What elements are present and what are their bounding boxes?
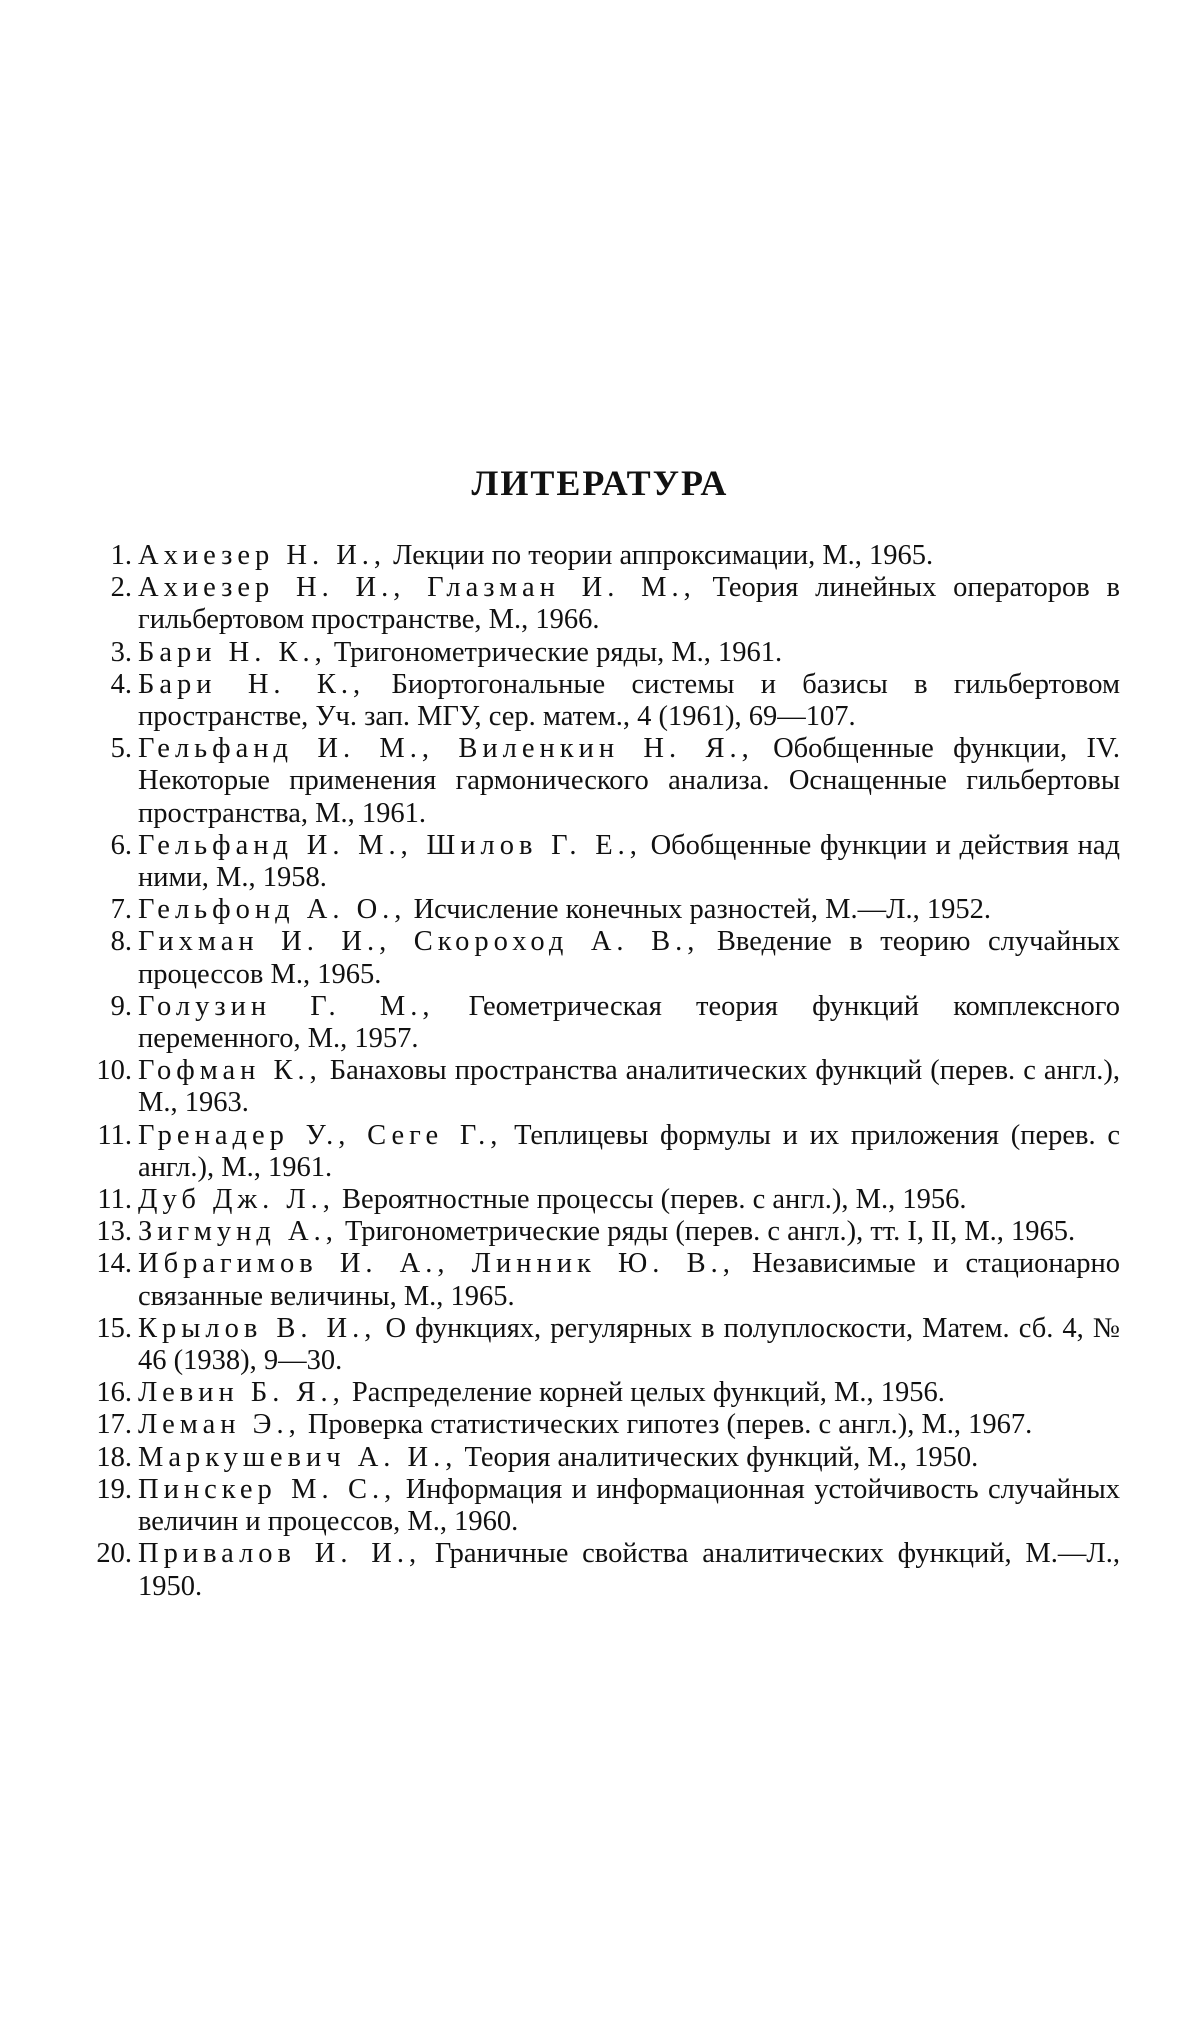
reference-number: 16. — [96, 1377, 132, 1409]
reference-item — [80, 1377, 1120, 1409]
reference-body — [138, 1442, 1120, 1474]
reference-body — [138, 1216, 1120, 1248]
reference-item — [80, 1442, 1120, 1474]
reference-authors: Гельфонд А. О., — [138, 894, 407, 926]
reference-body — [138, 1248, 1120, 1312]
reference-number: 6. — [110, 829, 132, 861]
reference-number: 19. — [96, 1473, 132, 1505]
reference-text: О функциях, регулярных в полуплоскости, Матем. сб. 4, № 46 (1938), 9—30. — [138, 1312, 1120, 1377]
reference-authors: Привалов И. И., — [138, 1538, 422, 1570]
reference-item — [80, 991, 1120, 1055]
reference-authors: Гельфанд И. М., Виленкин Н. Я., — [138, 733, 754, 765]
reference-text: Банаховы пространства аналитических функций (перев. с англ.), М., 1963. — [138, 1055, 1120, 1119]
reference-item — [80, 1538, 1120, 1602]
reference-body — [138, 1313, 1120, 1377]
page-title: ЛИТЕРАТУРА — [471, 463, 729, 503]
reference-authors: Гренадер У., Сеге Г., — [138, 1119, 503, 1151]
reference-item — [80, 830, 1120, 894]
reference-item — [80, 1216, 1120, 1248]
reference-item — [80, 637, 1120, 669]
reference-text: Биортогональные системы и базисы в гильбертовом пространстве, Уч. зап. МГУ, сер. матем., 4 (1961), 69—107. — [138, 668, 1121, 733]
reference-item — [80, 1184, 1120, 1216]
reference-item — [80, 540, 1120, 572]
reference-body — [138, 1055, 1120, 1119]
reference-body — [138, 733, 1120, 830]
reference-number: 3. — [110, 636, 132, 668]
reference-number: 7. — [110, 894, 132, 926]
reference-item — [80, 1055, 1120, 1119]
reference-text: Геометрическая теория функций комплексного переменного, М., 1957. — [138, 990, 1121, 1055]
reference-authors: Голузин Г. М., — [138, 990, 435, 1022]
reference-body — [138, 540, 1120, 572]
reference-body — [138, 1184, 1120, 1216]
reference-list — [80, 540, 1120, 1603]
reference-item — [80, 894, 1120, 926]
reference-authors: Пинскер М. С., — [138, 1473, 397, 1505]
reference-number: 18. — [96, 1441, 132, 1473]
reference-number: 15. — [96, 1312, 132, 1344]
reference-number: 14. — [96, 1248, 132, 1280]
reference-text: Тригонометрические ряды (перев. с англ.), тт. I, II, М., 1965. — [337, 1216, 1076, 1248]
reference-body — [138, 637, 1120, 669]
reference-number: 4. — [110, 668, 132, 700]
reference-text: Обобщенные функции, IV. Некоторые применения гармонического анализа. Оснащенные гильбертовы пространства, М., 1961. — [138, 733, 1120, 829]
reference-number: 8. — [110, 926, 132, 958]
reference-authors: Бари Н. К., — [138, 668, 366, 700]
reference-text: Обобщенные функции и действия над ними, М., 1958. — [138, 829, 1120, 894]
reference-body — [138, 669, 1120, 733]
reference-item — [80, 1313, 1120, 1377]
reference-text: Информация и информационная устойчивость случайных величин и процессов, М., 1960. — [138, 1473, 1120, 1538]
reference-body — [138, 1120, 1120, 1184]
reference-authors: Гельфанд И. М., Шилов Г. Е., — [138, 829, 642, 861]
reference-body — [138, 572, 1120, 636]
reference-number: 13. — [96, 1216, 132, 1248]
reference-authors: Гихман И. И., Скороход А. В., — [138, 926, 700, 958]
reference-number: 9. — [110, 990, 132, 1022]
reference-body — [138, 830, 1120, 894]
reference-text: Исчисление конечных разностей, М.—Л., 1952. — [406, 894, 991, 926]
reference-body — [138, 926, 1120, 990]
reference-text: Вероятностные процессы (перев. с англ.), М., 1956. — [334, 1184, 967, 1216]
reference-text: Лекции по теории аппроксимации, М., 1965. — [386, 540, 934, 571]
reference-body — [138, 1377, 1120, 1409]
reference-number: 2. — [110, 572, 132, 604]
reference-text: Теория аналитических функций, М., 1950. — [457, 1441, 979, 1473]
reference-number: 11. — [97, 1119, 132, 1151]
reference-authors: Ибрагимов И. А., Линник Ю. В., — [138, 1248, 735, 1280]
reference-item — [80, 1248, 1120, 1312]
reference-item — [80, 669, 1120, 733]
reference-number: 1. — [110, 540, 132, 571]
reference-body — [138, 1538, 1120, 1602]
reference-authors: Бари Н. К., — [138, 636, 327, 668]
reference-authors: Левин Б. Я., — [138, 1377, 345, 1409]
reference-item — [80, 926, 1120, 990]
reference-authors: Гофман К., — [138, 1055, 322, 1087]
reference-text: Тригонометрические ряды, М., 1961. — [326, 636, 783, 668]
reference-text: Независимые и стационарно связанные величины, М., 1965. — [138, 1248, 1120, 1312]
reference-authors: Крылов В. И., — [138, 1312, 377, 1344]
reference-authors: Ахиезер Н. И., — [138, 540, 387, 571]
reference-item — [80, 1409, 1120, 1441]
reference-text: Проверка статистических гипотез (перев. с англ.), М., 1967. — [300, 1409, 1033, 1441]
reference-text: Распределение корней целых функций, М., 1956. — [344, 1377, 945, 1409]
reference-body — [138, 1474, 1120, 1538]
reference-item — [80, 733, 1120, 830]
reference-body — [138, 1409, 1120, 1441]
reference-text: Теплицевы формулы и их приложения (перев. с англ.), М., 1961. — [138, 1119, 1120, 1183]
reference-number: 20. — [96, 1538, 132, 1570]
reference-authors: Ахиезер Н. И., Глазман И. М., — [138, 572, 696, 604]
reference-authors: Дуб Дж. Л., — [138, 1184, 335, 1216]
reference-authors: Маркушевич А. И., — [138, 1441, 458, 1473]
reference-number: 5. — [110, 733, 132, 765]
reference-authors: Зигмунд А., — [138, 1216, 338, 1248]
reference-text: Теория линейных операторов в гильбертовом пространстве, М., 1966. — [138, 572, 1120, 636]
reference-item — [80, 1474, 1120, 1538]
reference-body — [138, 991, 1120, 1055]
reference-authors: Леман Э., — [138, 1409, 301, 1441]
reference-text: Граничные свойства аналитических функций, М.—Л., 1950. — [138, 1538, 1120, 1602]
reference-number: 11. — [97, 1184, 132, 1216]
reference-item — [80, 572, 1120, 636]
reference-number: 17. — [96, 1409, 132, 1441]
reference-item — [80, 1120, 1120, 1184]
reference-text: Введение в теорию случайных процессов М., 1965. — [138, 926, 1120, 990]
reference-number: 10. — [96, 1055, 132, 1087]
reference-body — [138, 894, 1120, 926]
